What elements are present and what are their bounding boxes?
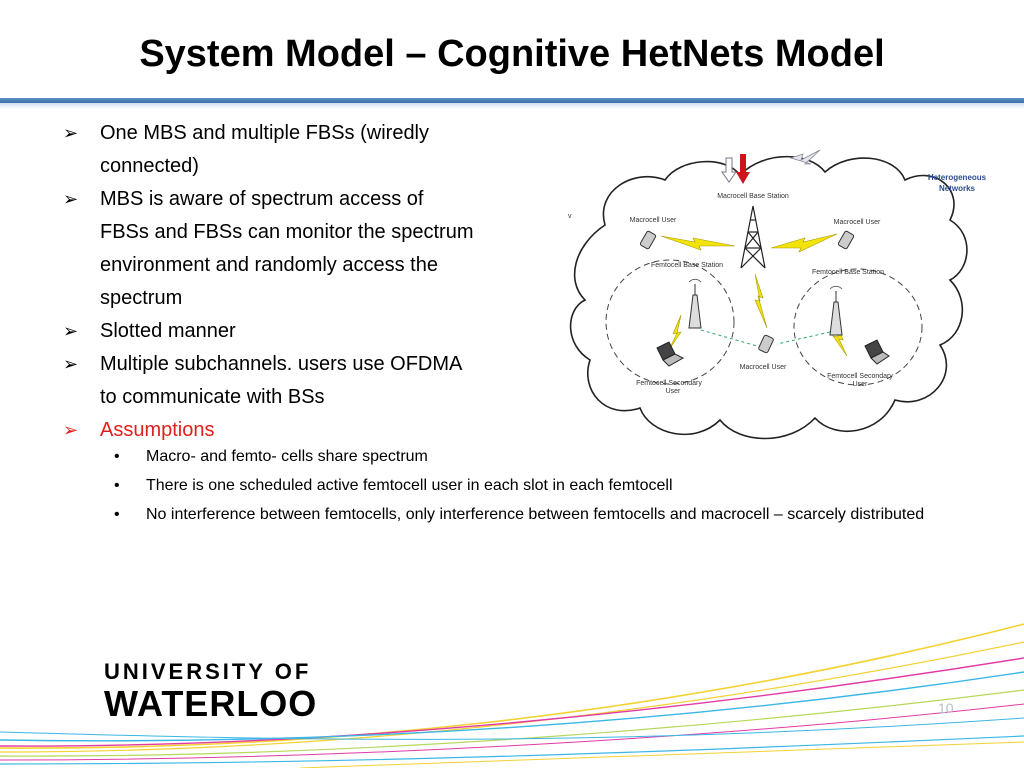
bullet-line: connected)	[100, 155, 199, 177]
hetnet-diagram	[565, 150, 1005, 450]
sub-bullet-text: No interference between femtocells, only interference between femtocells and macrocell – scarcely distributed	[146, 506, 925, 523]
diagram-title-line2: Networks	[938, 184, 976, 193]
bullet-item	[63, 117, 543, 183]
macro-user-left-label: Macrocell User	[629, 217, 677, 224]
bullet-line: spectrum	[100, 287, 183, 309]
logo-line2: WATERLOO	[104, 683, 318, 724]
bullet-line: MBS is aware of spectrum access of	[100, 188, 424, 210]
title-divider-shadow	[0, 103, 1024, 109]
arrow-bullet-icon: ➢	[63, 354, 79, 374]
bullet-line: to communicate with BSs	[100, 386, 325, 408]
bullet-line: One MBS and multiple FBSs (wiredly	[100, 122, 430, 144]
arrow-bullet-icon: ➢	[63, 321, 79, 341]
macro-user-right-label: Macrocell User	[833, 219, 881, 226]
bullet-line: FBSs and FBSs can monitor the spectrum	[100, 221, 474, 243]
university-logo	[104, 660, 317, 724]
macro-bs-label: Macrocell Base Station	[717, 193, 789, 200]
femto-bs-right-label: Femtocell Base Station	[812, 269, 884, 276]
bullet-line: Assumptions	[100, 419, 215, 441]
macro-user-center-label: Macrocell User	[739, 364, 787, 371]
arrow-bullet-icon: ➢	[63, 189, 79, 209]
slide-title: System Model – Cognitive HetNets Model	[139, 33, 885, 75]
dot-bullet-icon: •	[114, 448, 120, 465]
sub-bullet-text: Macro- and femto- cells share spectrum	[146, 448, 428, 465]
femto-bs-left-label: Femtocell Base Station	[651, 262, 723, 269]
diagram-title-line1: Heterogeneous	[927, 173, 987, 182]
arrow-bullet-icon: ➢	[63, 123, 79, 143]
arrow-bullet-icon: ➢	[63, 420, 79, 440]
bullet-line: Slotted manner	[100, 320, 236, 342]
bullet-item	[63, 348, 543, 414]
bullet-line: Multiple subchannels. users use OFDMA	[100, 353, 463, 375]
sub-bullet-text: There is one scheduled active femtocell user in each slot in each femtocell	[146, 477, 673, 494]
sub-bullet-item	[112, 475, 972, 497]
sub-bullet-item	[112, 504, 972, 526]
bullet-line: environment and randomly access the	[100, 254, 438, 276]
bullet-item-assumptions	[63, 414, 543, 447]
bullet-item	[63, 183, 543, 315]
femto-su-left-label-2: User	[665, 388, 681, 395]
femto-su-left-label-1: Femtocell Secondary	[636, 380, 702, 387]
page-number: 10	[938, 700, 954, 716]
logo-line1: UNIVERSITY OF	[104, 659, 312, 684]
stray-mark: v	[568, 213, 572, 220]
femto-su-right-label-2: User	[852, 381, 868, 388]
dot-bullet-icon: •	[114, 477, 120, 494]
sub-bullet-list	[112, 446, 972, 533]
bullet-item	[63, 315, 543, 348]
bullet-list	[63, 117, 543, 447]
dot-bullet-icon: •	[114, 506, 120, 523]
femto-su-right-label-1: Femtocell Secondary	[827, 373, 893, 380]
